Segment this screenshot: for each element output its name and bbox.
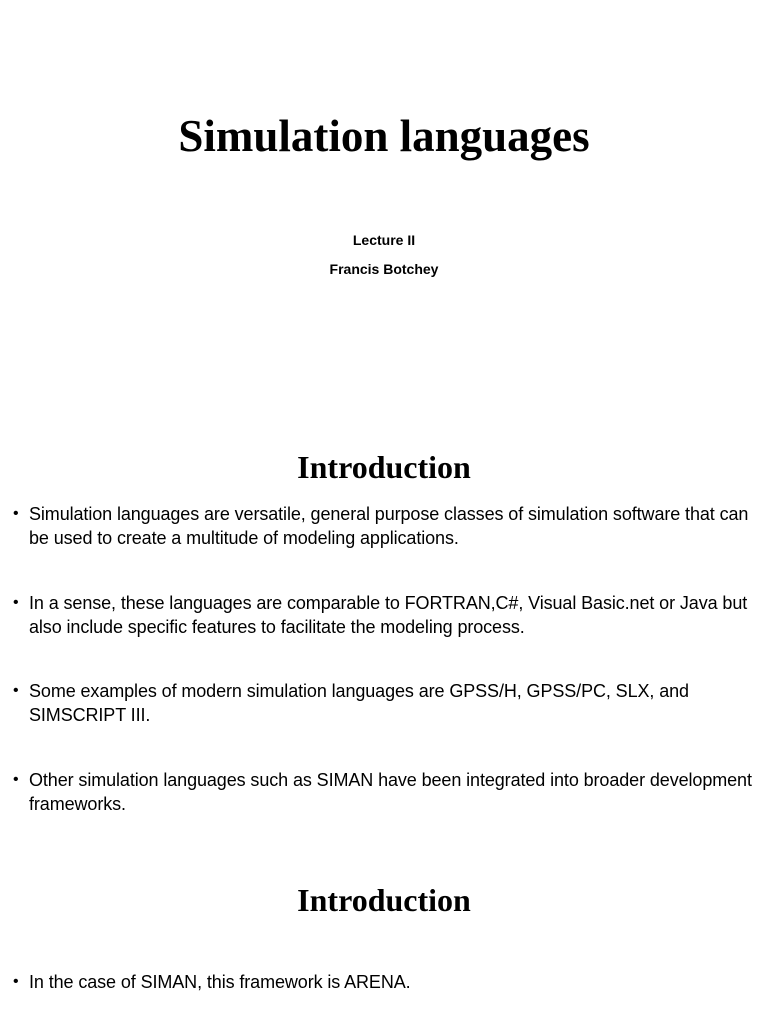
introduction-slide-1: [0, 384, 768, 832]
bullet-icon: •: [13, 771, 19, 788]
bullet-text: Some examples of modern simulation languages are GPSS/H, GPSS/PC, SLX, and SIMSCRIPT III.: [29, 681, 689, 725]
bullet-icon: •: [13, 594, 19, 611]
slide-heading: Introduction: [297, 449, 471, 485]
bullet-icon: •: [13, 505, 19, 522]
bullet-text: Other simulation languages such as SIMAN have been integrated into broader development frameworks.: [29, 770, 752, 814]
bullet-text: In a sense, these languages are comparable to FORTRAN,C#, Visual Basic.net or Java but also include specific features to facilitate the modeling process.: [29, 593, 748, 637]
author-name: Francis Botchey: [329, 261, 439, 277]
bullet-icon: •: [13, 973, 19, 990]
introduction-slide-2: [0, 832, 768, 1024]
bullet-icon: •: [13, 682, 19, 699]
lecture-number: Lecture II: [352, 232, 416, 248]
presentation-title: Simulation languages: [178, 111, 590, 161]
bullet-text: In the case of SIMAN, this framework is ARENA.: [29, 972, 411, 992]
bullet-text: Simulation languages are versatile, general purpose classes of simulation software that can be used to create a multitude of modeling applications.: [29, 504, 749, 548]
title-slide: [0, 0, 768, 384]
slide-heading: Introduction: [297, 882, 471, 918]
